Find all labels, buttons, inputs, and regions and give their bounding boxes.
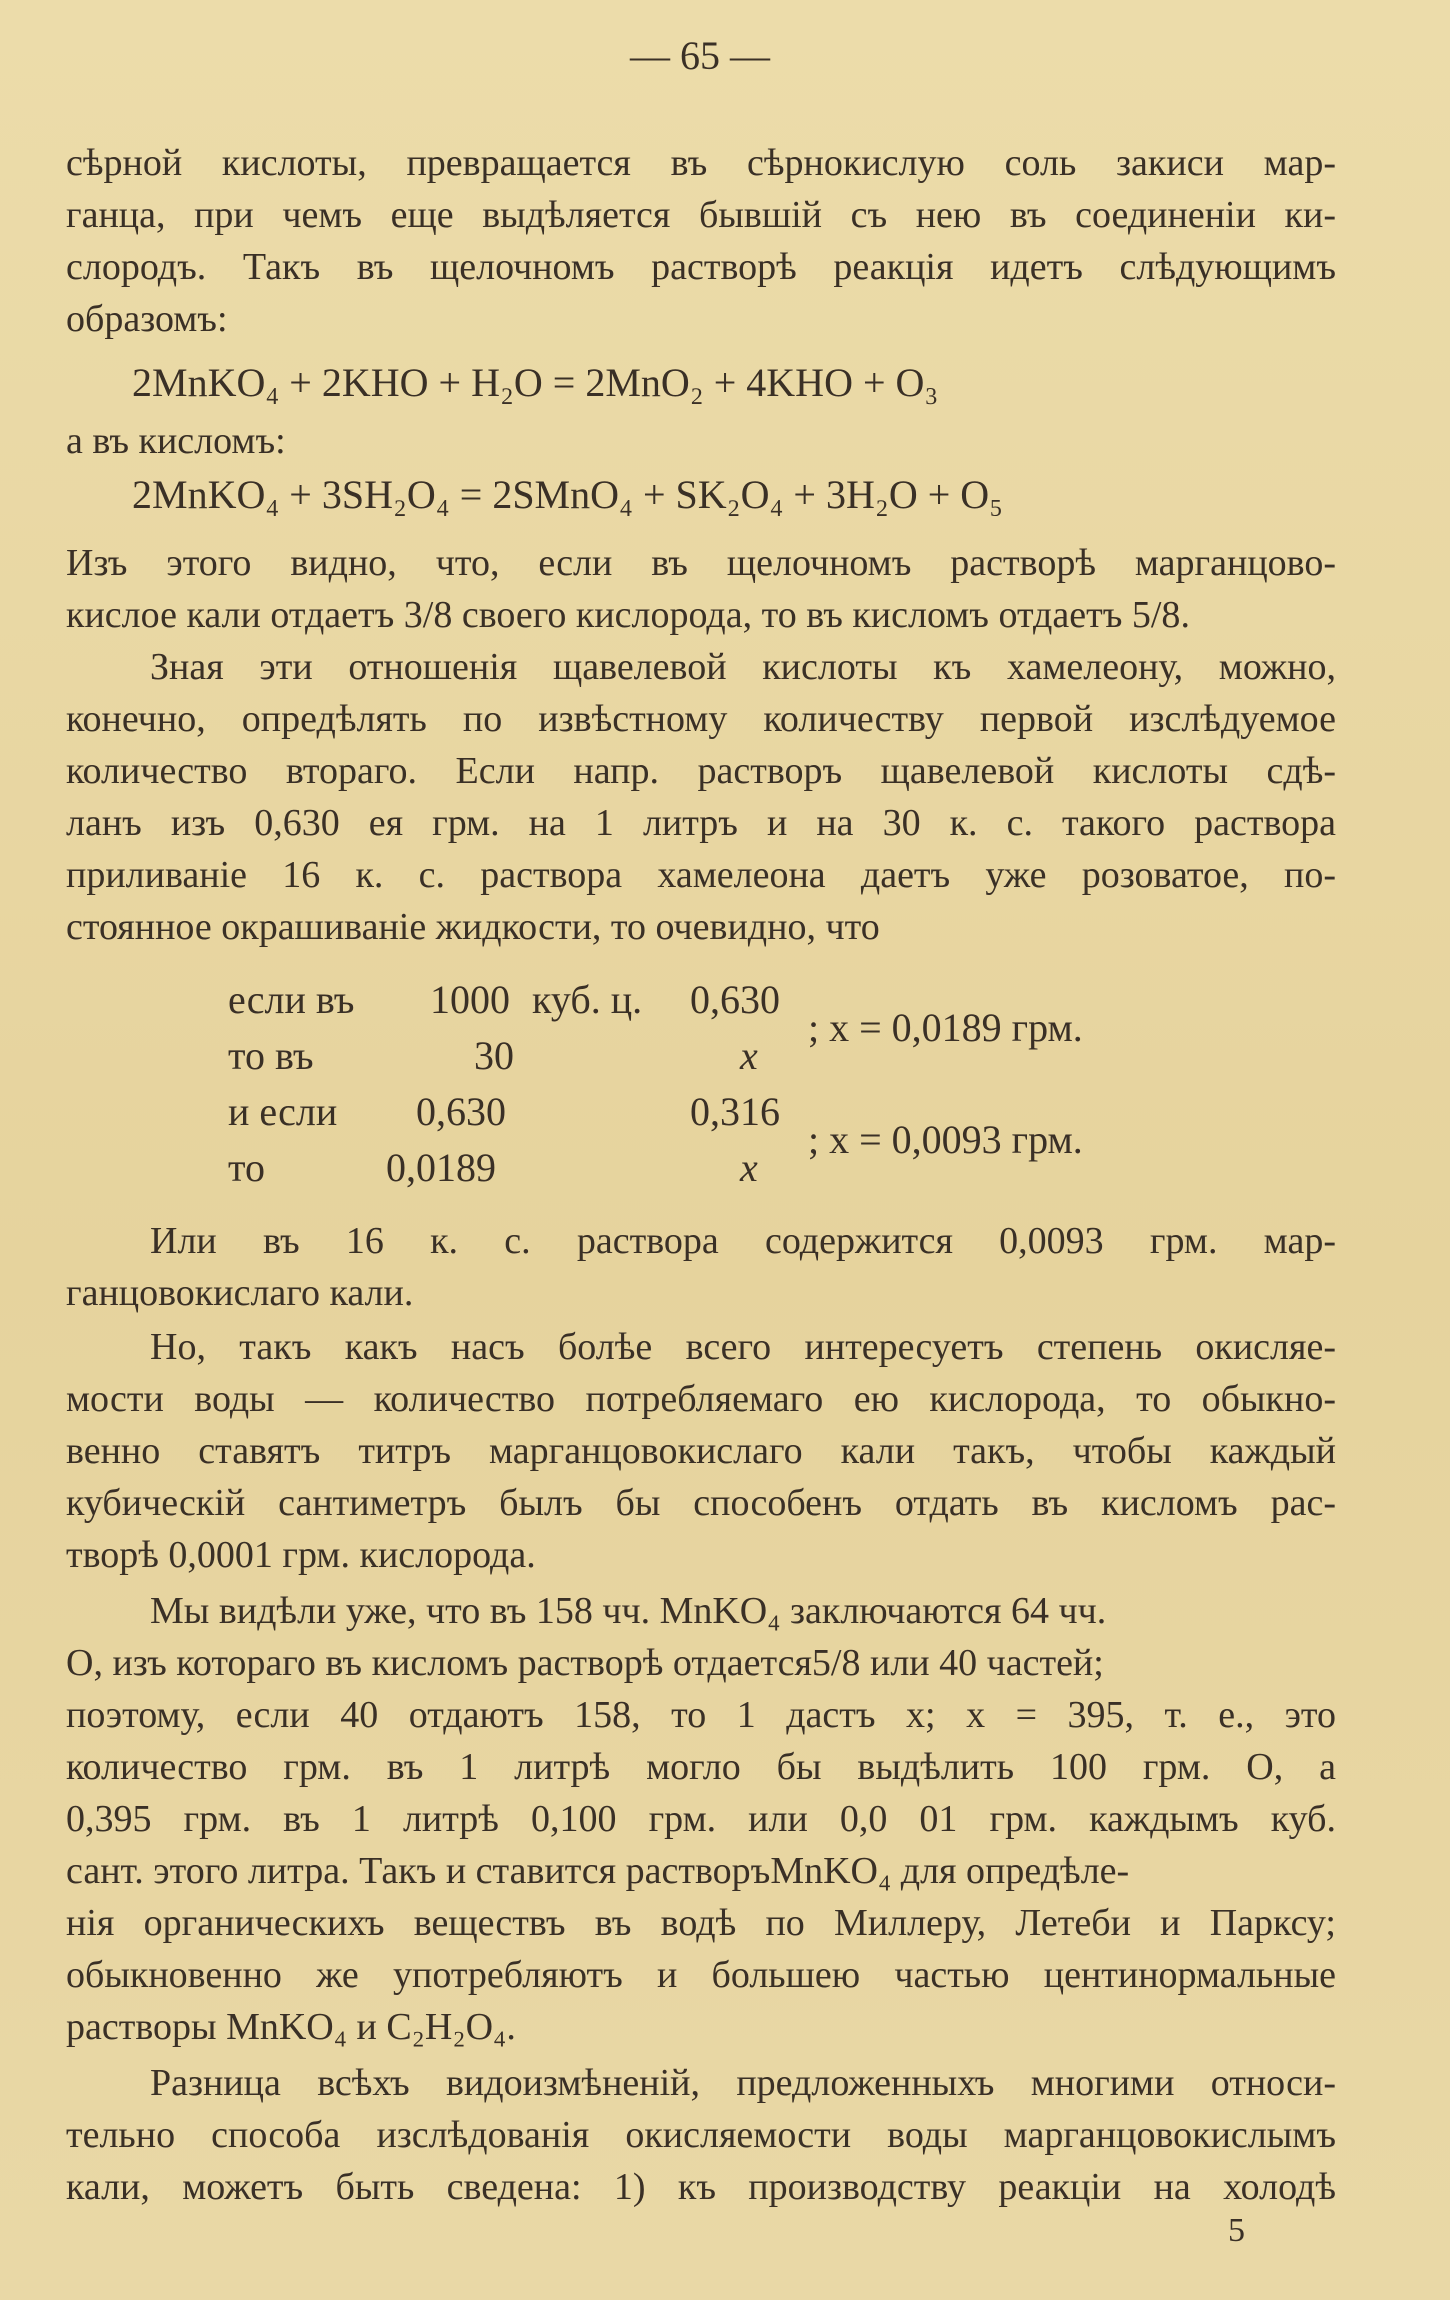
text-line: кубическій сантиметръ былъ бы способенъ отдать въ кисломъ рас- [66, 1482, 1336, 1524]
text-line: поэтому, если 40 отдаютъ 158, то 1 дастъ x; x = 395, т. е., это [66, 1694, 1336, 1736]
text-line: слородъ. Такъ въ щелочномъ растворѣ реакція идетъ слѣдующимъ [66, 246, 1336, 288]
formula-mnko4: MnKO₄ [770, 1850, 892, 1892]
text-line: Изъ этого видно, что, если въ щелочномъ растворѣ марганцово- [66, 542, 1336, 584]
text-line: Зная эти отношенія щавелевой кислоты къ хамелеону, можно, [150, 646, 1336, 688]
page-number: — 65 — [630, 33, 770, 78]
text-line: мости воды — количество потребляемаго ею кислорода, то обыкно- [66, 1378, 1336, 1420]
text-line: образомъ: [66, 298, 228, 340]
acid-reaction-formula: 2MnKO₄ + 3SH₂O₄ = 2SMnO₄ + SK₂O₄ + 3H₂O + O₅ [132, 472, 1004, 517]
text-line: Но, такъ какъ насъ болѣе всего интересуетъ степень окисляе- [150, 1326, 1336, 1368]
text-line: нія органическихъ веществъ въ водѣ по Миллеру, Летеби и Парксу; [66, 1902, 1336, 1944]
formula-mnko4: MnKO₄ [226, 2006, 347, 2048]
text-line: венно ставятъ титръ марганцовокислаго кали такъ, чтобы каждый [66, 1430, 1336, 1472]
text-line: а въ кисломъ: [66, 420, 286, 462]
text-line: сѣрной кислоты, превращается въ сѣрнокислую соль закиси мар- [66, 142, 1336, 184]
text-line: творѣ 0,0001 грм. кислорода. [66, 1534, 536, 1576]
text-line: Или въ 16 к. с. раствора содержится 0,0093 грм. мар- [150, 1220, 1336, 1262]
text-line: ланъ изъ 0,630 ея грм. на 1 литръ и на 30 к. с. такого раствора [66, 802, 1336, 844]
text-line: количество втораго. Если напр. растворъ щавелевой кислоты сдѣ- [66, 750, 1336, 792]
text-line: обыкновенно же употребляютъ и большею частью центинормальные [66, 1954, 1336, 1996]
text-line: Мы видѣли уже, что въ 158 чч. MnKO₄ заключаются 64 чч. [150, 1590, 1107, 1632]
fraction-five-eighths: 5/8 [1131, 594, 1181, 636]
text-line: конечно, опредѣлять по извѣстному количеству первой изслѣдуемое [66, 698, 1336, 740]
text-line: сант. этого литра. Такъ и ставится растворъMnKO₄ для опредѣле- [66, 1850, 1130, 1892]
signature-mark: 5 [1228, 2212, 1245, 2249]
formula-c2h2o4: C₂H₂O₄ [386, 2006, 507, 2048]
text-line: кислое кали отдаетъ 3/8 своего кислорода, то въ кисломъ отдаетъ 5/8. [66, 594, 1190, 636]
text-line: приливаніе 16 к. с. раствора хамелеона даетъ уже розоватое, по- [66, 854, 1336, 896]
text-line: ганца, при чемъ еще выдѣляется бывшій съ нею въ соединеніи ки- [66, 194, 1336, 236]
text-line: стоянное окрашиваніе жидкости, то очевидно, что [66, 906, 880, 948]
text-line: количество грм. въ 1 литрѣ могло бы выдѣлить 100 грм. О, а [66, 1746, 1336, 1788]
text-line: ганцовокислаго кали. [66, 1272, 414, 1314]
text-line: Разница всѣхъ видоизмѣненій, предложенныхъ многими относи- [150, 2062, 1336, 2104]
fraction-three-eighths: 3/8 [403, 594, 453, 636]
text-line: растворы MnKO₄ и C₂H₂O₄. [66, 2006, 516, 2048]
text-line: кали, можетъ быть сведена: 1) къ производству реакціи на холодѣ [66, 2166, 1336, 2208]
book-page: — 65 — сѣрной кислоты, превращается въ сѣрнокислую соль закиси мар- ганца, при чемъ еще выдѣляется бывшій съ нею въ соединеніи ки- слородъ. Такъ въ щелочномъ растворѣ реакція идетъ слѣдующимъ образомъ: 2MnKO₄ + 2KHO + H₂O = 2MnO₂ + 4KHO + O₃ а въ кисломъ: 2MnKO₄ + 3SH₂O₄ = 2SMnO₄ + SK₂O₄ + 3H₂O + O₅ Изъ этого видно, что, если въ щелочномъ растворѣ марганцово- кислое кали отдаетъ 3/8 своего кислорода, то въ кисломъ отдаетъ 5/8. Зная эти отношенія щавелевой кислоты къ хамелеону, можно, конечно, опредѣлять по извѣстному количеству первой изслѣдуемое количество втораго. Если напр. растворъ щавелевой кислоты сдѣ- ланъ изъ 0,630 ея грм. на 1 литръ и на 30 к. с. такого раствора приливаніе 16 к. с. раствора хамелеона даетъ уже розоватое, по- стоянное окрашиваніе жидкости, то очевидно, что если въ 1000 куб. ц. 0,630 то въ 30 x ; x = 0,0189 грм. и если 0,630 0,316 то 0,0189 x ; x = 0,0093 грм. Или въ 16 к. с. раствора содержится 0,0093 грм. мар- ганцовокислаго кали. Но, такъ какъ насъ болѣе всего интересуетъ степень окисляе- мости воды — количество потребляемаго ею кислорода, то обыкно- венно ставятъ титръ марганцовокислаго кали такъ, чтобы каждый кубическій сантиметръ былъ бы способенъ отдать въ кисломъ рас- творѣ 0,0001 грм. кислорода. Мы видѣли уже, что въ 158 чч. MnKO₄ заключаются 64 чч. О, изъ котораго въ кисломъ растворѣ отдается5/8 или 40 частей; поэтому, если 40 отдаютъ 158, то 1 дастъ x; x = 395, т. е., это количество грм. въ 1 литрѣ могло бы выдѣлить 100 грм. О, а 0,395 грм. въ 1 литрѣ 0,100 грм. или 0,0 01 грм. каждымъ куб. сант. этого литра. Такъ и ставится растворъMnKO₄ для опредѣле- нія органическихъ веществъ въ водѣ по Миллеру, Летеби и Парксу; обыкновенно же употребляютъ и большею частью центинормальные растворы MnKO₄ и C₂H₂O₄. Разница всѣхъ видоизмѣненій, предложенныхъ многими относи- тельно способа изслѣдованія окисляемости воды марганцовокислымъ кали, можетъ быть сведена: 1) къ производству реакціи на холодѣ 5 [0, 0, 1450, 2300]
text-line: О, изъ котораго въ кисломъ растворѣ отдается5/8 или 40 частей; [66, 1642, 1104, 1684]
fraction-five-eighths: 5/8 [811, 1642, 861, 1684]
text-line: тельно способа изслѣдованія окисляемости воды марганцовокислымъ [66, 2114, 1336, 2156]
text-line: 0,395 грм. въ 1 литрѣ 0,100 грм. или 0,0 01 грм. каждымъ куб. [66, 1798, 1336, 1840]
alkaline-reaction-formula: 2MnKO₄ + 2KHO + H₂O = 2MnO₂ + 4KHO + O₃ [132, 360, 939, 405]
formula-mnko4: MnKO₄ [659, 1590, 781, 1632]
